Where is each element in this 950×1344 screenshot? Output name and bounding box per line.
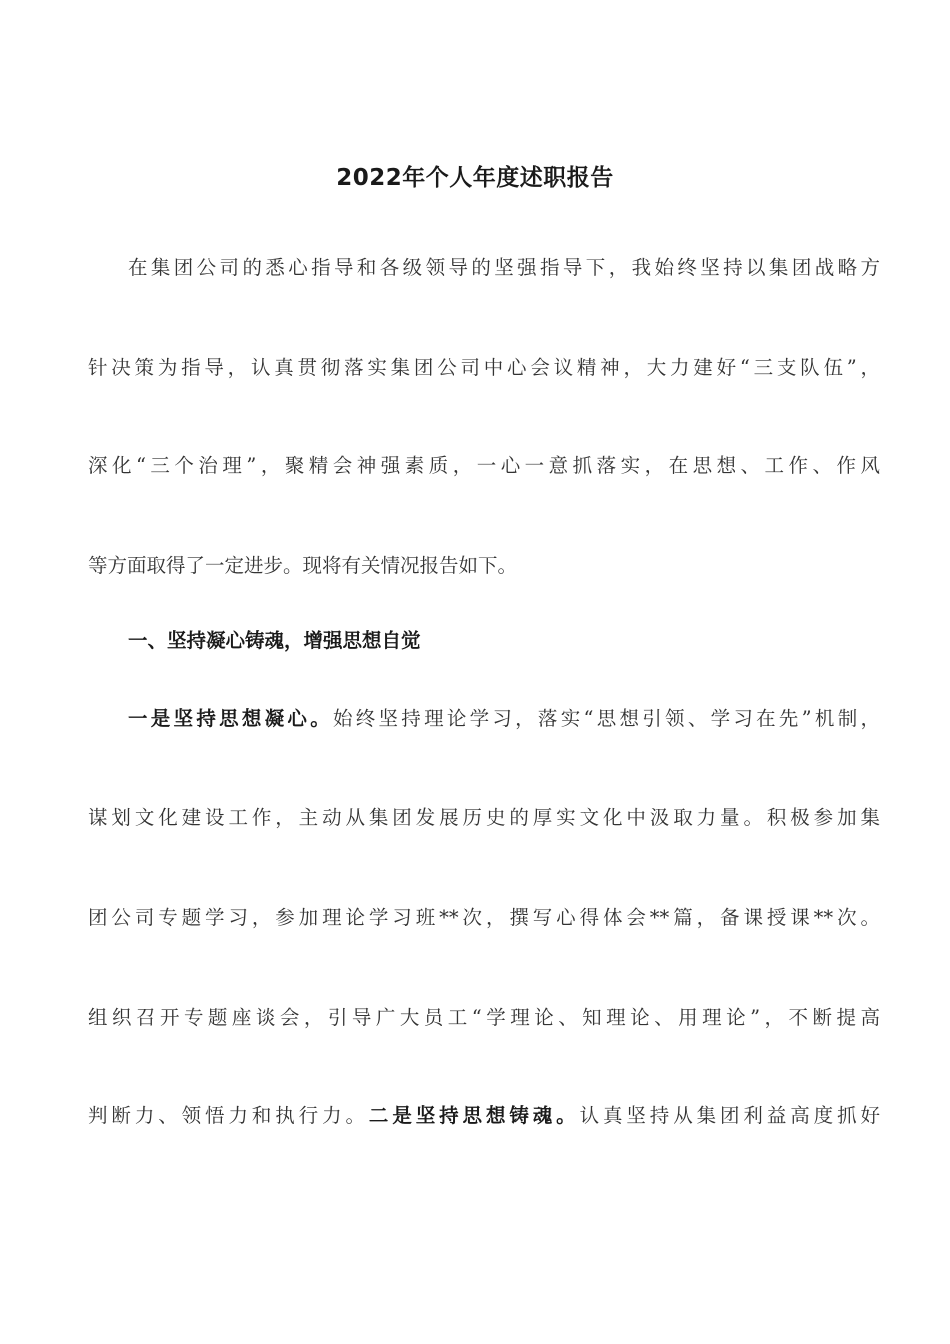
paragraph-line-5 (88, 1103, 880, 1129)
paragraph-line-3: 团公司专题学习，参加理论学习班**次，撰写心得体会**篇，备课授课**次。 (88, 906, 880, 929)
document-title: 2022年个人年度述职报告 (336, 165, 614, 191)
section-heading: 一、坚持凝心铸魂，增强思想自觉 (128, 629, 421, 652)
paragraph-lead-1: 一是坚持思想凝心。 (128, 707, 333, 730)
paragraph-line-5-start: 判断力、领悟力和执行力。 (88, 1104, 369, 1127)
intro-line-4: 等方面取得了一定进步。现将有关情况报告如下。 (88, 554, 518, 577)
paragraph-line-1-text: 始终坚持理论学习，落实“思想引领、学习在先”机制， (332, 707, 880, 730)
paragraph-line-2: 谋划文化建设工作，主动从集团发展历史的厚实文化中汲取力量。积极参加集 (88, 806, 880, 829)
paragraph-line-1 (128, 706, 880, 732)
paragraph-line-5-rest: 认真坚持从集团利益高度抓好 (579, 1104, 880, 1127)
intro-line-1: 在集团公司的悉心指导和各级领导的坚强指导下，我始终坚持以集团战略方 (128, 256, 880, 279)
intro-line-2: 针决策为指导，认真贯彻落实集团公司中心会议精神，大力建好“三支队伍”， (88, 356, 880, 379)
paragraph-line-4: 组织召开专题座谈会，引导广大员工“学理论、知理论、用理论”，不断提高 (88, 1006, 880, 1029)
paragraph-lead-2: 二是坚持思想铸魂。 (368, 1104, 580, 1127)
intro-line-3: 深化“三个治理”，聚精会神强素质，一心一意抓落实，在思想、工作、作风 (88, 454, 880, 477)
